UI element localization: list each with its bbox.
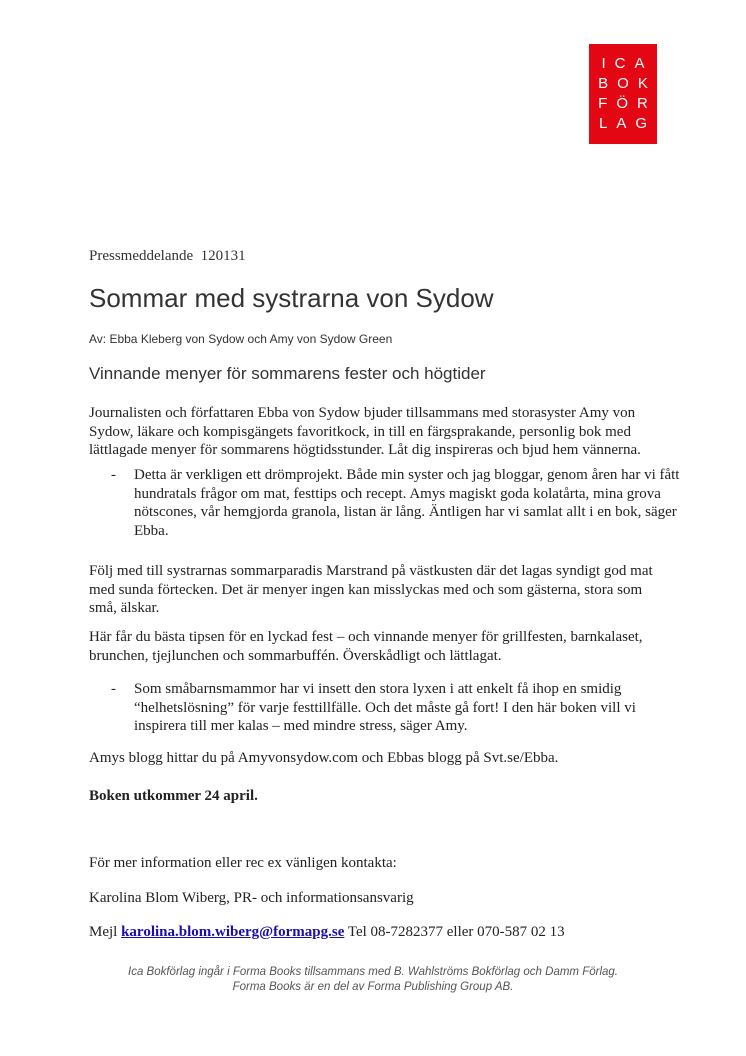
release-date: Boken utkommer 24 april. xyxy=(89,788,258,804)
quote-dash: - xyxy=(111,681,116,697)
contact-line xyxy=(89,923,669,942)
logo-row-2: BOK xyxy=(598,75,657,92)
footer xyxy=(60,965,686,995)
quote-amy xyxy=(111,680,681,736)
contact-person: Karolina Blom Wiberg, PR- och informationsansvarig xyxy=(89,890,414,906)
ica-bokforlag-logo xyxy=(589,44,657,144)
quote-ebba-text: Detta är verkligen ett drömprojekt. Både min syster och jag bloggar, genom åren har vi fått hundratals frågor om mat, festtips och recept. Amys magiskt goda kolatårta, mina grova nötscones, vår hemgjorda granola, listan är lång. Äntligen har vi samlat allt i en bok, säger Ebba. xyxy=(134,467,680,539)
footer-line-1: Ica Bokförlag ingår i Forma Books tillsammans med B. Wahlströms Bokförlag och Damm Förlag. xyxy=(128,966,618,978)
quote-amy-text: Som småbarnsmammor har vi insett den stora lyxen i att enkelt få ihop en smidig “helhetslösning” för varje festtillfälle. Och det måste gå fort! I den här boken vill vi inspirera till mer kalas – med mindre stress, säger Amy. xyxy=(134,681,636,734)
subtitle: Vinnande menyer för sommarens fester och högtider xyxy=(89,364,486,383)
marstrand-paragraph: Följ med till systrarnas sommarparadis Marstrand på västkusten där det lagas syndigt god mat med sunda förtecken. Det är menyer ingen kan misslyckas med och som gästerna, stora som små, älskar. xyxy=(89,563,653,616)
intro-paragraph: Journalisten och författaren Ebba von Sydow bjuder tillsammans med storasyster Amy von Sydow, läkare och kompisgängets favoritkock, in till en färgsprakande, personlig bok med lättlagade menyer för sommarens högtidsstunder. Låt dig inspireras och bjud hem vännerna. xyxy=(89,405,641,458)
quote-dash: - xyxy=(111,467,116,483)
quote-ebba xyxy=(111,466,681,540)
tips-paragraph: Här får du bästa tipsen för en lyckad fest – och vinnande menyer för grillfesten, barnkalaset, brunchen, tjejlunchen och sommarbuffén. Överskådligt och lättlagat. xyxy=(89,629,643,664)
logo-row-3: FÖR xyxy=(598,95,657,112)
email-link[interactable]: karolina.blom.wiberg@formapg.se xyxy=(121,924,345,940)
blog-paragraph: Amys blogg hittar du på Amyvonsydow.com och Ebbas blogg på Svt.se/Ebba. xyxy=(89,750,559,766)
page-title: Sommar med systrarna von Sydow xyxy=(89,283,494,313)
contact-intro: För mer information eller rec ex vänligen kontakta: xyxy=(89,855,397,871)
phone-numbers: Tel 08-7282377 eller 070-587 02 13 xyxy=(347,924,565,940)
mail-label: Mejl xyxy=(89,924,118,940)
byline: Av: Ebba Kleberg von Sydow och Amy von Sydow Green xyxy=(89,332,393,346)
press-release-label: Pressmeddelande 120131 xyxy=(89,248,246,264)
logo-row-1: ICA xyxy=(601,55,654,72)
logo-row-4: LAG xyxy=(598,115,656,132)
footer-line-2: Forma Books är en del av Forma Publishing Group AB. xyxy=(232,981,514,993)
